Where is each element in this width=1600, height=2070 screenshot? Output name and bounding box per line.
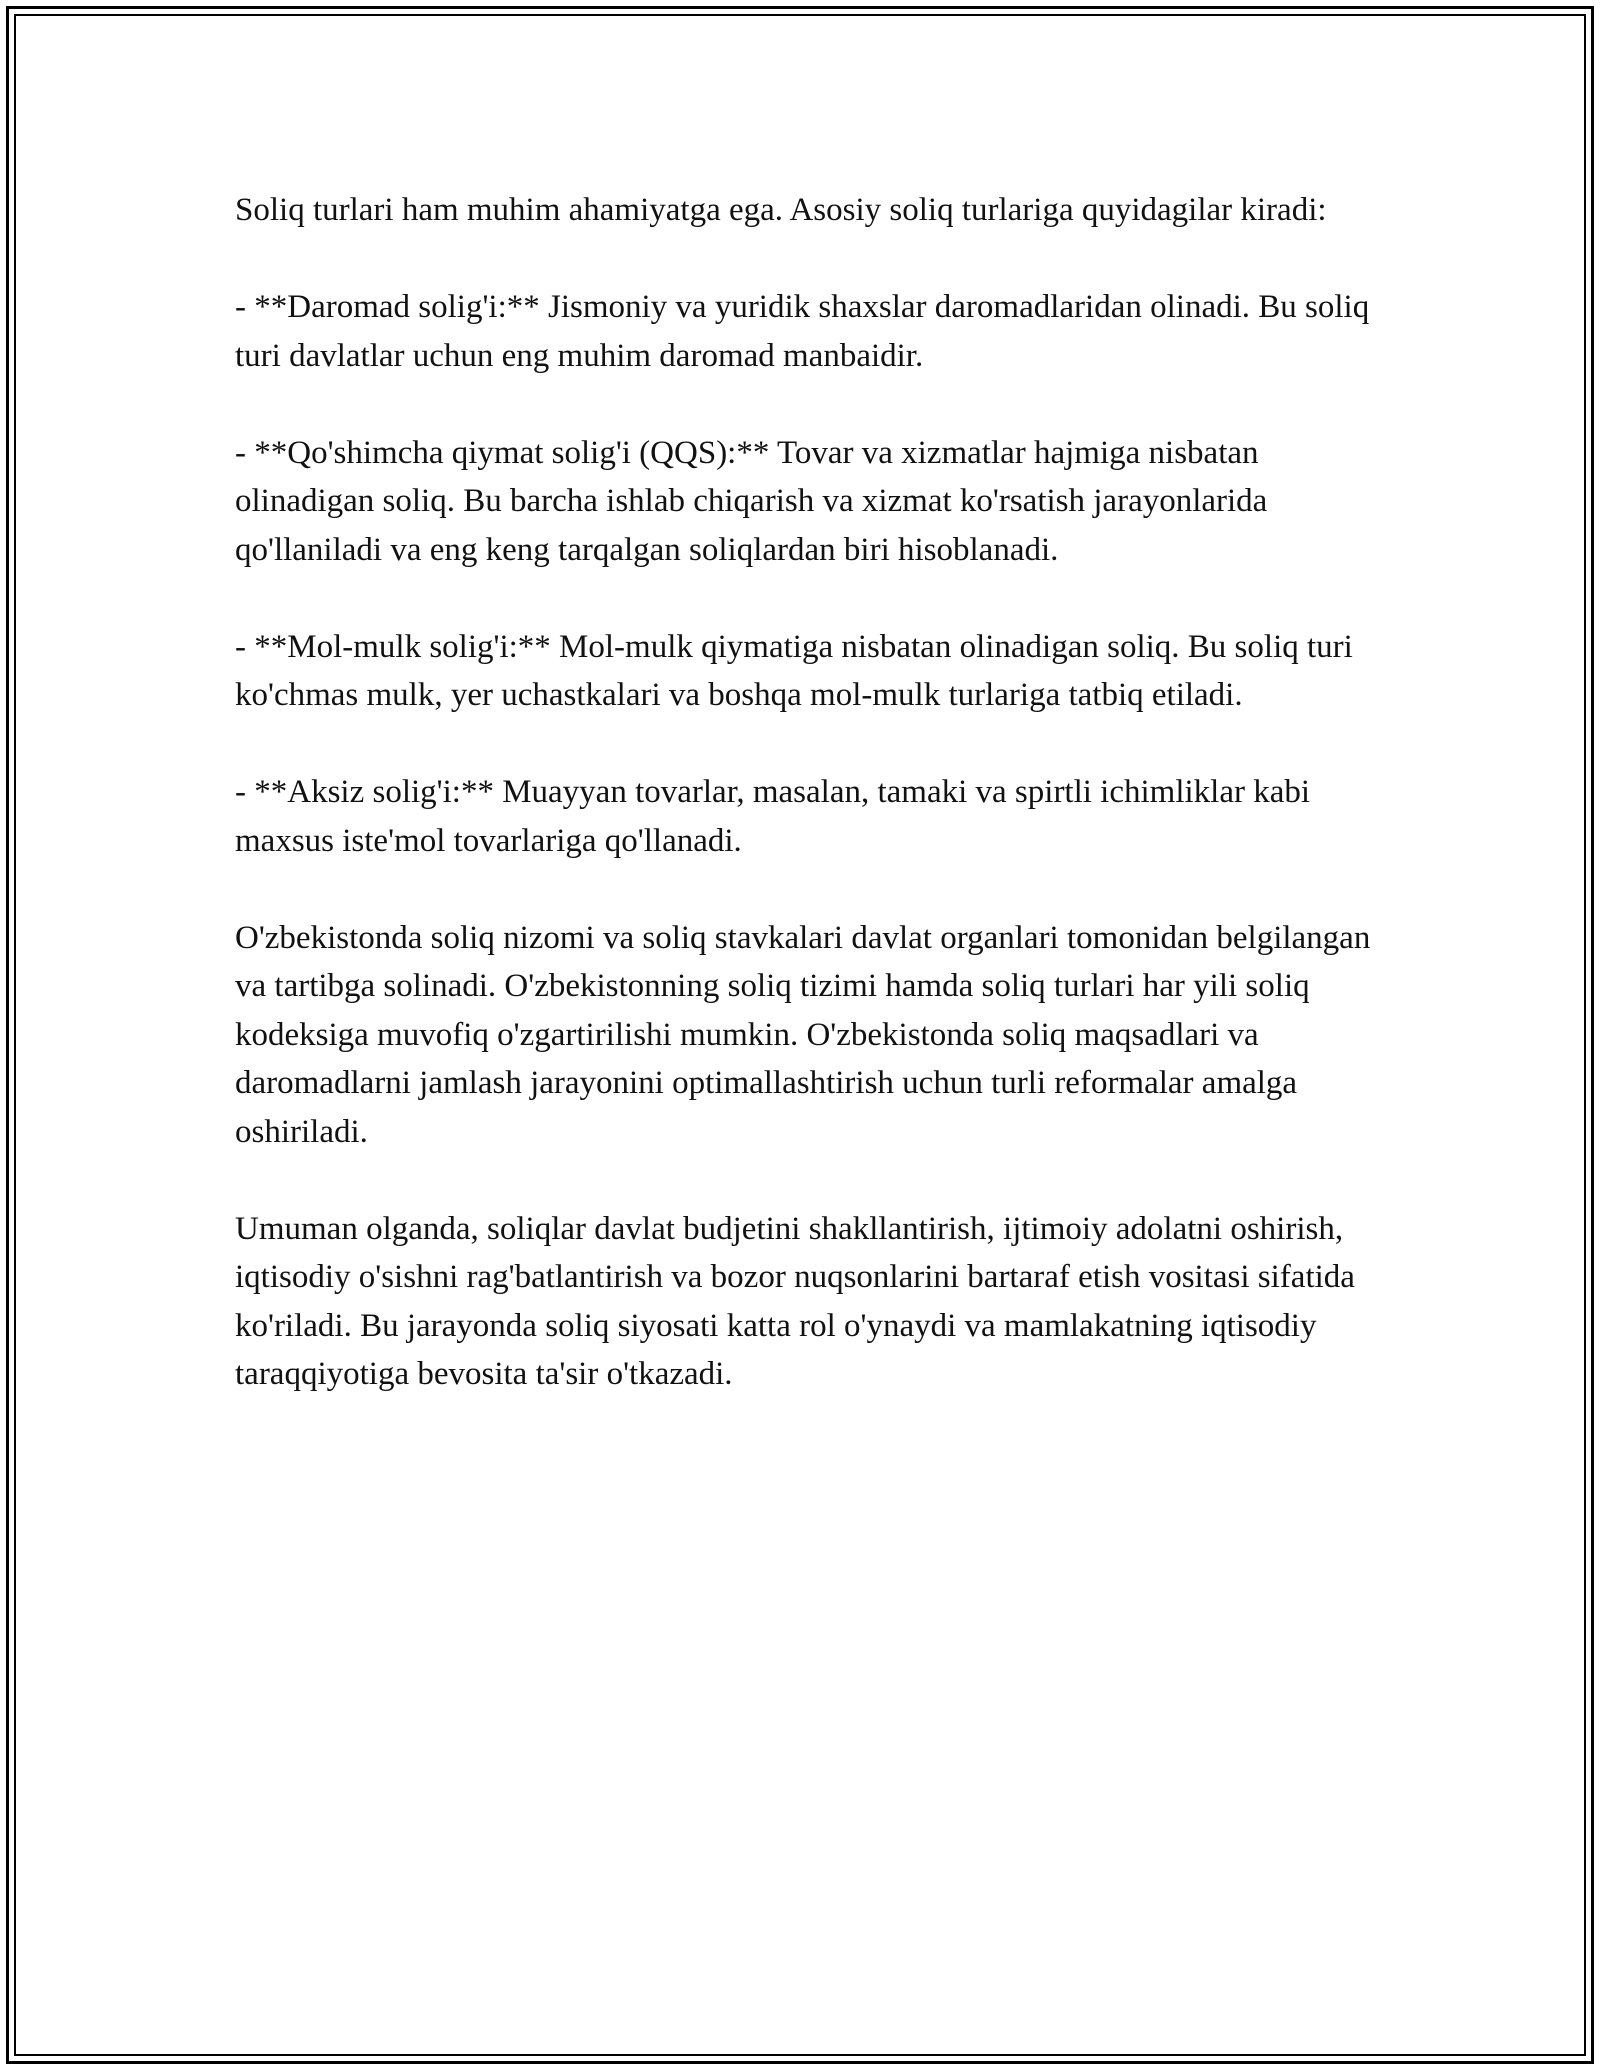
list-item-daromad-soligi: - **Daromad solig'i:** Jismoniy va yuridik shaxslar daromadlaridan olinadi. Bu soliq turi davlatlar uchun eng muhim daromad manbaidir. [235,289,1370,374]
document-body [235,186,1375,1399]
intro-paragraph: Soliq turlari ham muhim ahamiyatga ega. Asosiy soliq turlariga quyidagilar kiradi: [235,192,1327,228]
paragraph-soliq-tizimi: O'zbekistonda soliq nizomi va soliq stavkalari davlat organlari tomonidan belgilangan va tartibga solinadi. O'zbekistonning soliq tizimi hamda soliq turlari har yili soliq kodeksiga muvofiq o'zgartirilishi mumkin. O'zbekistonda soliq maqsadlari va daromadlarni jamlash jarayonini optimallashtirish uchun turli reformalar amalga oshiriladi. [235,919,1371,1150]
conclusion-paragraph: Umuman olganda, soliqlar davlat budjetini shakllantirish, ijtimoiy adolatni oshirish, iqtisodiy o'sishni rag'batlantirish va bozor nuqsonlarini bartaraf etish vositasi sifatida ko'riladi. Bu jarayonda soliq siyosati katta rol o'ynaydi va mamlakatning iqtisodiy taraqqiyotiga bevosita ta'sir o'tkazadi. [235,1210,1355,1392]
list-item-aksiz-soligi: - **Aksiz solig'i:** Muayyan tovarlar, masalan, tamaki va spirtli ichimliklar kabi maxsus iste'mol tovarlariga qo'llanadi. [235,774,1311,859]
list-item-mol-mulk-soligi: - **Mol-mulk solig'i:** Mol-mulk qiymatiga nisbatan olinadigan soliq. Bu soliq turi ko'chmas mulk, yer uchastkalari va boshqa mol-mulk turlariga tatbiq etiladi. [235,628,1353,713]
list-item-qqs: - **Qo'shimcha qiymat solig'i (QQS):** Tovar va xizmatlar hajmiga nisbatan olinadigan soliq. Bu barcha ishlab chiqarish va xizmat ko'rsatish jarayonlarida qo'llaniladi va eng keng tarqalgan soliqlardan biri hisoblanadi. [235,434,1268,568]
